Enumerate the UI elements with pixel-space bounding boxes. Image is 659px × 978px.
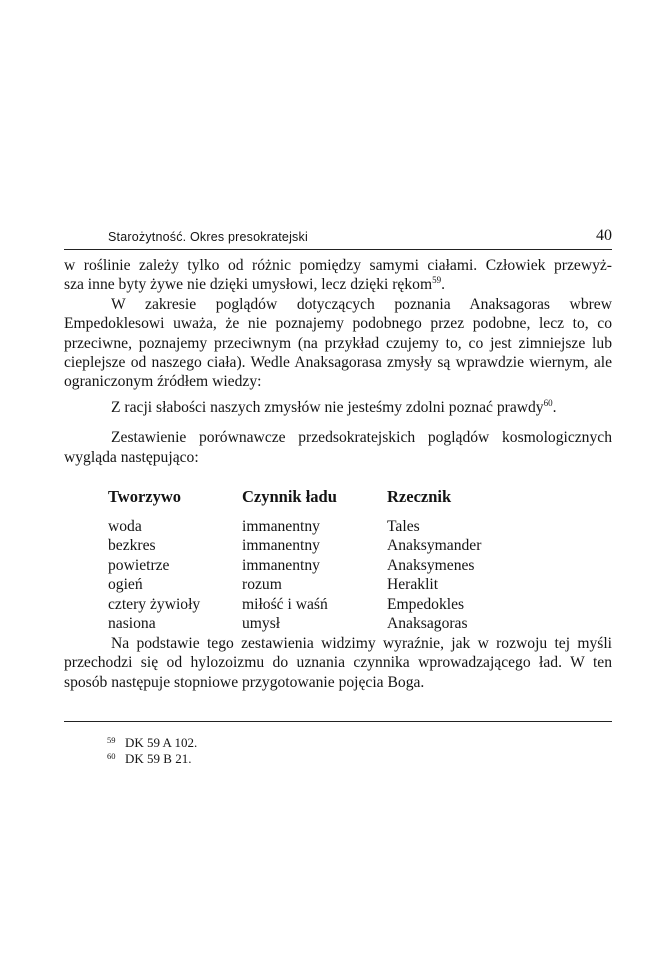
table-cell: Anaksymenes [387, 556, 475, 574]
footnote-mark: 59 [107, 735, 116, 745]
paragraph-line: w roślinie zależy tylko od różnic pomiędzy samymi ciałami. Człowiek przewyż- [64, 257, 612, 274]
table-row [108, 536, 547, 555]
footnote [107, 751, 197, 767]
footnote-text: DK 59 B 21. [125, 751, 192, 766]
table-cell: ogień [108, 576, 143, 594]
column-header: Tworzywo [108, 487, 182, 506]
table-cell: umysł [242, 615, 281, 633]
footnote-ref[interactable]: 60 [543, 397, 553, 408]
page-number: 40 [596, 227, 612, 244]
table-cell: miłość i waśń [242, 595, 328, 613]
table-cell: Anaksymander [387, 537, 482, 555]
comparison-table [108, 487, 547, 633]
table-cell: Empedokles [387, 595, 465, 613]
footnote-ref[interactable]: 59 [432, 275, 442, 286]
paragraph-continued [64, 256, 612, 295]
table-cell: Anaksagoras [387, 615, 468, 633]
conclusion-block [64, 634, 612, 692]
table-cell: Tales [387, 518, 420, 535]
footnote-mark: 60 [107, 751, 116, 761]
table-cell: powietrze [108, 556, 170, 574]
column-header: Czynnik ładu [242, 487, 337, 506]
paragraph-end: . [441, 276, 445, 294]
running-title: Starożytność. Okres presokratejski [108, 230, 308, 244]
table-cell: cztery żywioły [108, 595, 201, 613]
quotation-end: . [552, 398, 557, 416]
main-text [64, 256, 612, 467]
quotation [64, 398, 612, 417]
quotation-text: Z racji słabości naszych zmysłów nie jesteśmy zdolni poznać prawdy [111, 398, 544, 416]
table-row [108, 556, 547, 575]
table-header-row [108, 487, 547, 517]
table-cell: Heraklit [387, 576, 439, 594]
footnotes [107, 735, 198, 767]
table-row [108, 575, 547, 594]
footnote-divider [64, 721, 612, 722]
table-cell: immanentny [242, 537, 320, 555]
table-cell: woda [108, 518, 142, 535]
footnote-text: DK 59 A 102. [125, 735, 198, 750]
table-cell: bezkres [108, 537, 156, 555]
paragraph-conclusion: Na podstawie tego zestawienia widzimy wyraźnie, jak w rozwoju tej myśli przechodzi się od hylozoizmu do uznania czynnika wprowadzającego ład. W ten sposób następuje stopniowe przygotowanie pojęcia Boga. [64, 635, 612, 691]
paragraph-line: sza inne byty żywe nie dzięki umysłowi, lecz dzięki rękom [64, 276, 433, 294]
paragraph-perception: W zakresie poglądów dotyczących poznania Anaksagoras wbrew Empedoklesowi uważa, że nie poznajemy podobnego przez podobne, lecz to, co przeciwne, poznajemy przeciwnym (na przykład czujemy to, co jest zimniejsze lub cieplejsze od naszego ciała). Wedle Anaksagorasa zmysły są wprawdzie wiernym, ale ograniczonym źródłem wiedzy: [64, 295, 612, 391]
paragraph-comparison-intro: Zestawienie porównawcze przedsokratejskich poglądów kosmologicznych wygląda następująco: [64, 429, 612, 466]
table-cell: immanentny [242, 556, 320, 574]
footnote [107, 735, 198, 751]
column-header: Rzecznik [387, 487, 452, 506]
running-header [64, 227, 612, 250]
table-cell: immanentny [242, 518, 320, 535]
table-cell: rozum [242, 576, 282, 594]
table-row [108, 517, 547, 536]
table-row [108, 614, 547, 633]
table-row [108, 595, 547, 614]
table-cell: nasiona [108, 615, 156, 633]
